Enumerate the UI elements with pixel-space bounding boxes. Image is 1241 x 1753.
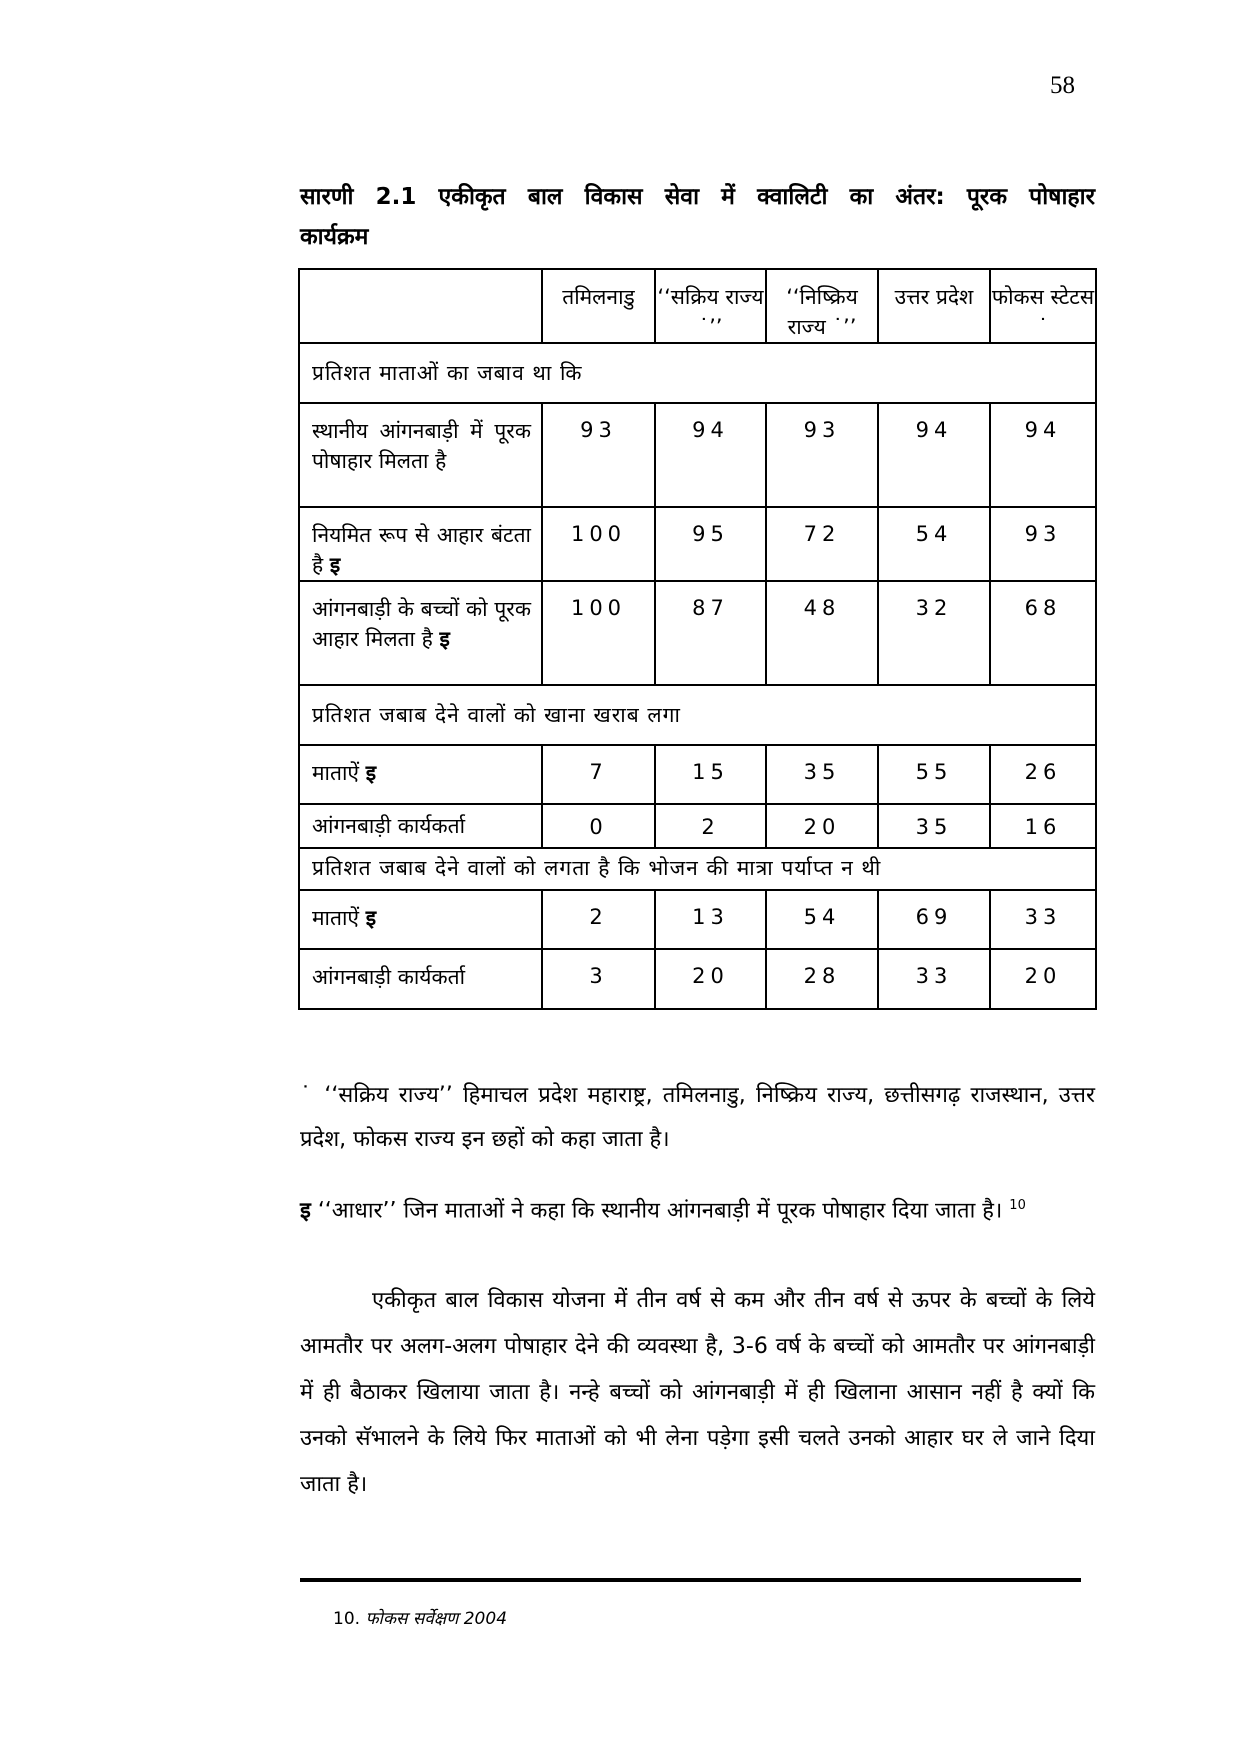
cell-value: 93 [990,507,1096,581]
header-empty [299,269,542,343]
cell-value: 2 [655,804,766,848]
cell-value: 93 [542,403,655,507]
basis-marker: इ [365,761,377,785]
table-caption-continued: कार्यक्रम [300,224,369,250]
row-label-text: आंगनबाड़ी के बच्चों को पूरक आहार मिलता है [312,597,531,651]
cell-value: 93 [766,403,878,507]
cell-value: 54 [766,890,878,949]
cell-value: 20 [766,804,878,848]
section-row [299,848,1096,890]
row-label-text: माताऐं [312,761,360,785]
cell-value: 69 [878,890,990,949]
cell-value: 33 [990,890,1096,949]
cell-value: 7 [542,745,655,804]
table-row [299,890,1096,949]
cell-value: 16 [990,804,1096,848]
footnote-divider [300,1578,1081,1582]
row-label [299,581,542,685]
row-label-text: नियमित रूप से आहार बंटता है [312,523,531,577]
cell-value: 68 [990,581,1096,685]
row-label [299,745,542,804]
basis-marker: इ [300,1198,311,1224]
header-inactive-states: ‘‘निष्क्रिय राज्य ˙’’ [766,269,878,343]
cell-value: 94 [878,403,990,507]
survey-table [298,268,1097,1010]
section-mothers-response: प्रतिशत माताओं का जबाव था कि [299,343,1096,403]
footnote-reference: 10 [1009,1198,1026,1213]
table-row [299,949,1096,1009]
cell-value: 55 [878,745,990,804]
cell-value: 100 [542,507,655,581]
section-bad-food: प्रतिशत जबाब देने वालों को खाना खराब लगा [299,685,1096,745]
footnote-text: फोकस सर्वेक्षण 2004 [365,1609,508,1629]
note-basis [300,1184,1095,1233]
basis-marker: इ [329,553,341,577]
page-number: 58 [1050,72,1075,99]
cell-value: 94 [990,403,1096,507]
header-tamilnadu: तमिलनाडु [542,269,655,343]
header-focus-states: फोकस स्टेटस ˙ [990,269,1096,343]
footnote-number: 10. [333,1609,361,1629]
cell-value: 26 [990,745,1096,804]
cell-value: 15 [655,745,766,804]
section-row [299,343,1096,403]
cell-value: 95 [655,507,766,581]
section-row [299,685,1096,745]
header-active-states: ‘‘सक्रिय राज्य ˙’’ [655,269,766,343]
note-marker: ˙ [300,1083,315,1108]
cell-value: 20 [655,949,766,1009]
cell-value: 2 [542,890,655,949]
cell-value: 0 [542,804,655,848]
note-text: ‘‘आधार’’ जिन माताओं ने कहा कि स्थानीय आंगनबाड़ी में पूरक पोषाहार दिया जाता है। [317,1198,1003,1224]
table-row [299,403,1096,507]
cell-value: 72 [766,507,878,581]
basis-marker: इ [439,627,450,651]
cell-value: 100 [542,581,655,685]
cell-value: 48 [766,581,878,685]
table-caption: सारणी 2.1 एकीकृत बाल विकास सेवा में क्वालिटी का अंतर: पूरक पोषाहार [300,184,1095,210]
footnote [333,1606,507,1629]
cell-value: 32 [878,581,990,685]
table-row [299,804,1096,848]
header-uttar-pradesh: उत्तर प्रदेश [878,269,990,343]
note-states-definition [300,1074,1095,1162]
table-row [299,745,1096,804]
basis-marker: इ [365,906,377,930]
row-label [299,507,542,581]
cell-value: 28 [766,949,878,1009]
cell-value: 33 [878,949,990,1009]
row-label: आंगनबाड़ी कार्यकर्ता [299,804,542,848]
cell-value: 94 [655,403,766,507]
row-label: स्थानीय आंगनबाड़ी में पूरक पोषाहार मिलता है [299,403,542,507]
table-header-row [299,269,1096,343]
table-row [299,581,1096,685]
row-label: आंगनबाड़ी कार्यकर्ता [299,949,542,1009]
table-row [299,507,1096,581]
section-insufficient-quantity: प्रतिशत जबाब देने वालों को लगता है कि भोजन की मात्रा पर्याप्त न थी [299,848,1096,890]
body-paragraph: एकीकृत बाल विकास योजना में तीन वर्ष से कम और तीन वर्ष से ऊपर के बच्चों के लिये आमतौर पर अलग-अलग पोषाहार देने की व्यवस्था है, 3-6 वर्ष के बच्चों को आमतौर पर आंगनबाड़ी में ही बैठाकर खिलाया जाता है। नन्हे बच्चों को आंगनबाड़ी में ही खिलाना आसान नहीं है क्यों कि उनको सॅभालने के लिये फिर माताओं को भी लेना पड़ेगा इसी चलते उनको आहार घर ले जाने दिया जाता है। [300,1288,1095,1497]
cell-value: 3 [542,949,655,1009]
cell-value: 87 [655,581,766,685]
note-text: ‘‘सक्रिय राज्य’’ हिमाचल प्रदेश महाराष्ट्र, तमिलनाडु, निष्क्रिय राज्य, छत्तीसगढ़ राजस्थान, उत्तर प्रदेश, फोकस राज्य इन छहों को कहा जाता है। [300,1083,1095,1152]
cell-value: 20 [990,949,1096,1009]
cell-value: 35 [766,745,878,804]
row-label [299,890,542,949]
cell-value: 13 [655,890,766,949]
cell-value: 54 [878,507,990,581]
row-label-text: माताऐं [312,906,360,930]
cell-value: 35 [878,804,990,848]
